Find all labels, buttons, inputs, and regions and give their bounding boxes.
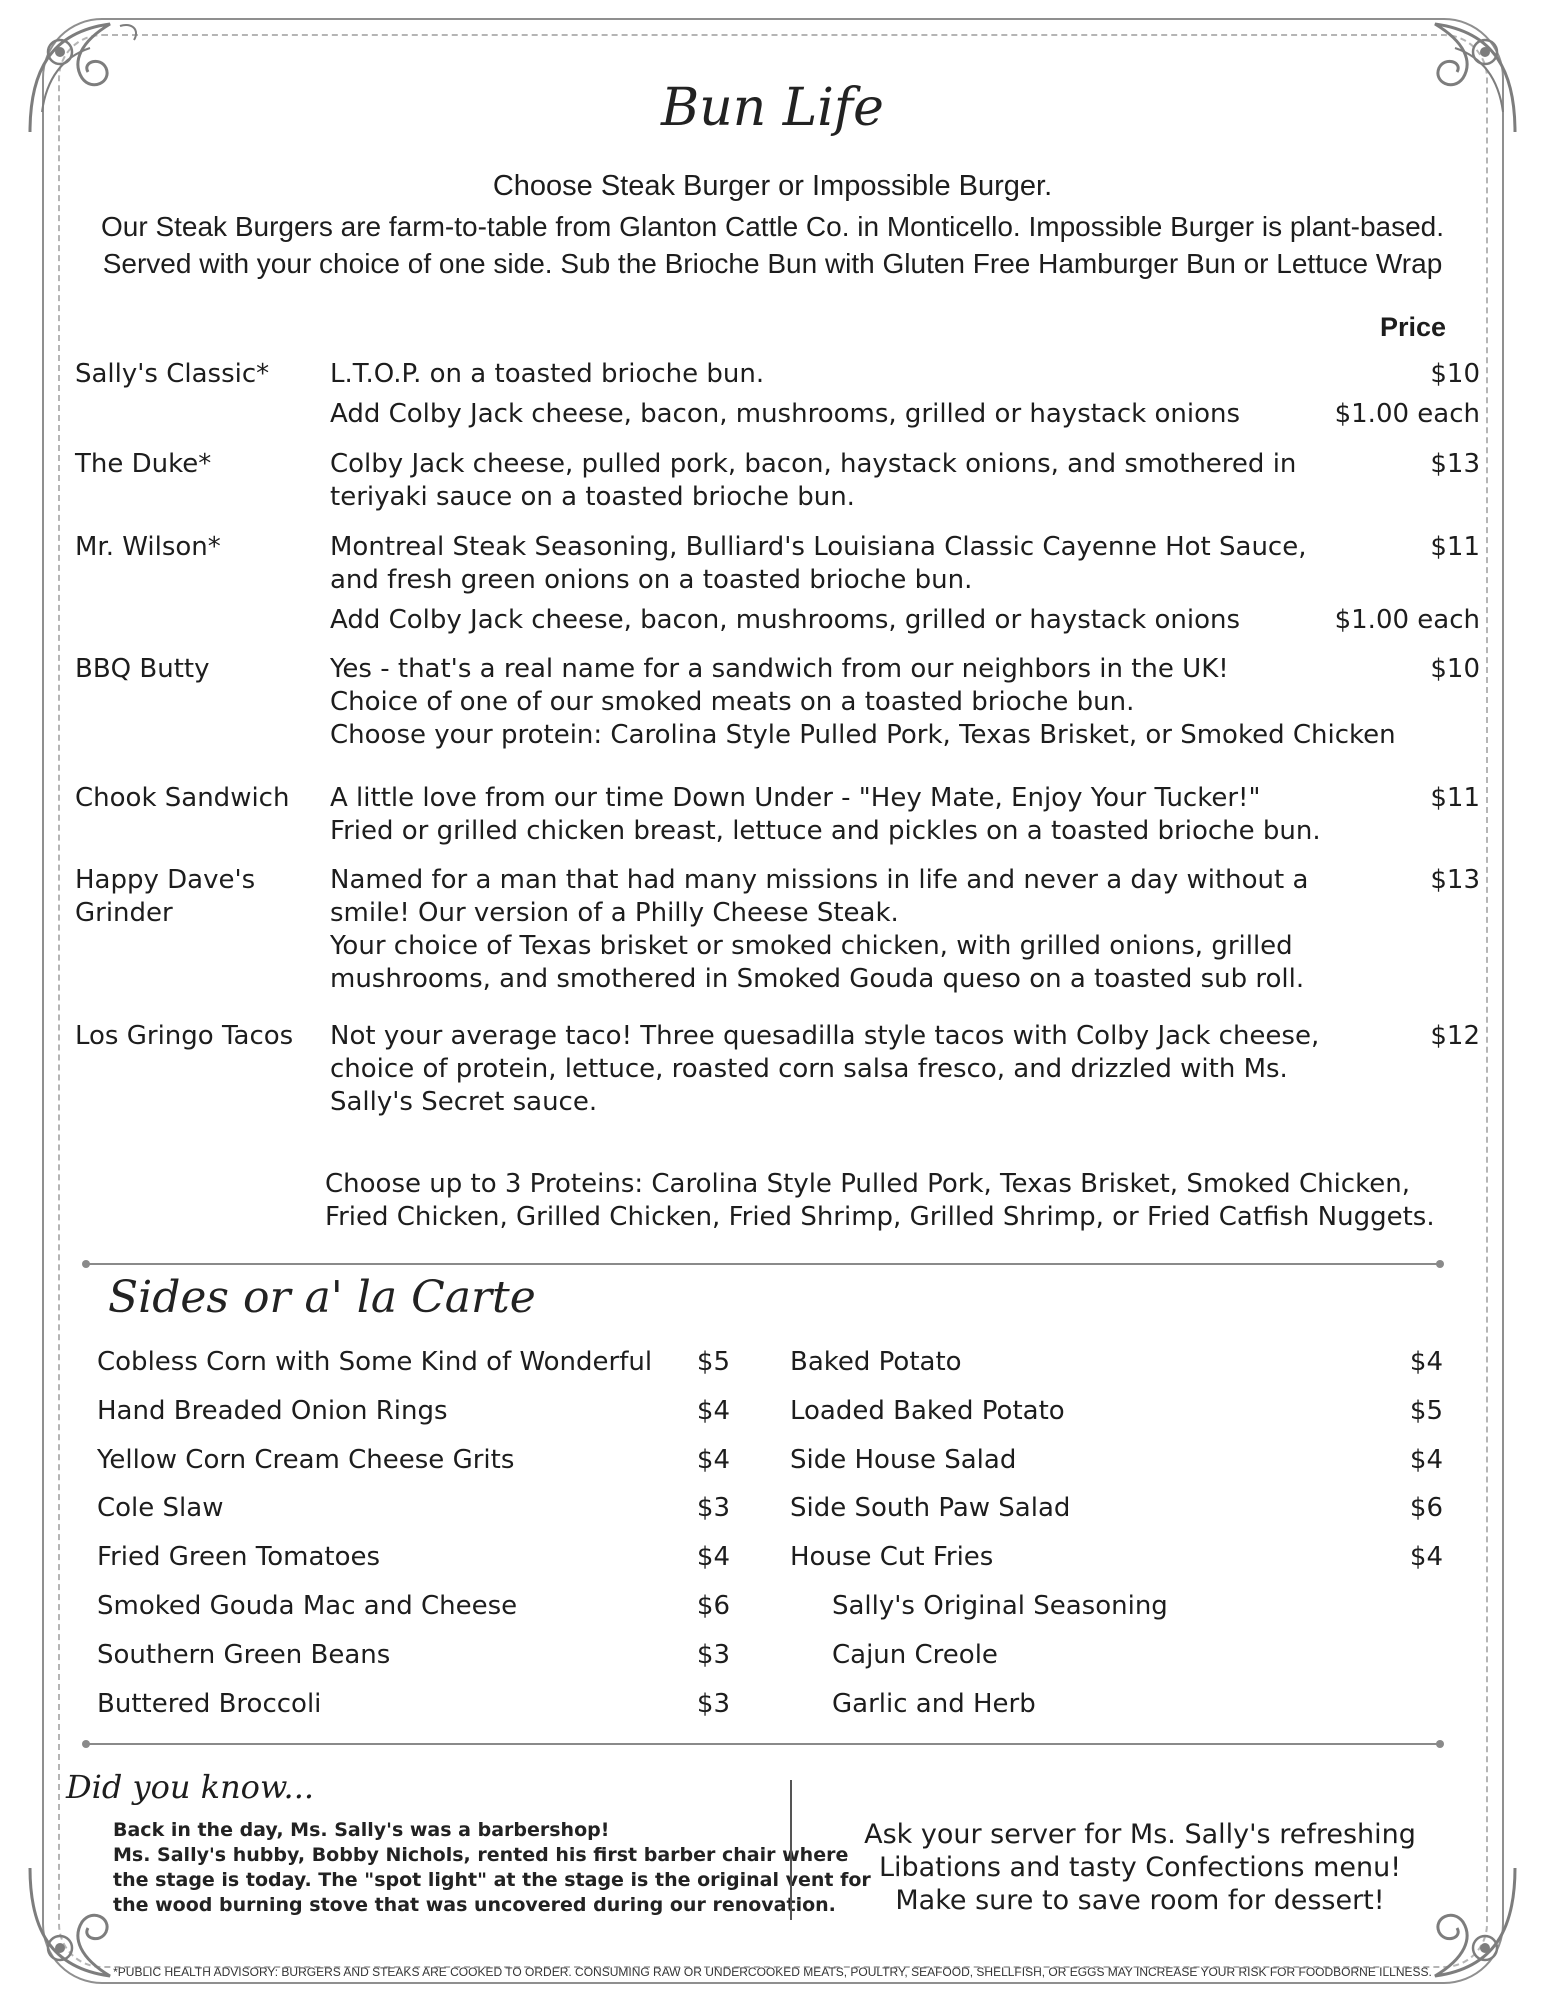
- menu-item-name: [75, 1020, 315, 1053]
- menu-item-description-line: Sally's Secret sauce.: [330, 1087, 598, 1117]
- menu-item-name-line: Los Gringo Tacos: [75, 1021, 294, 1051]
- did-you-know-heading: Did you know...: [66, 1768, 315, 1806]
- addon-price: $1.00 each: [1334, 605, 1480, 635]
- menu-item-description: [330, 1020, 1340, 1119]
- side-item-price: $4: [696, 1542, 730, 1572]
- did-you-know-line: the stage is today. The "spot light" at the stage is the original vent for: [113, 1869, 871, 1891]
- intro-choose: Choose Steak Burger or Impossible Burger.: [492, 170, 1053, 202]
- side-item-price: $3: [696, 1640, 730, 1670]
- intro-line: Our Steak Burgers are farm-to-table from Glanton Cattle Co. in Monticello. Impossible Burger is plant-based.: [100, 211, 1445, 242]
- menu-item-description-line: Your choice of Texas brisket or smoked chicken, with grilled onions, grilled: [330, 931, 1293, 961]
- protein-choices: [325, 1168, 1475, 1234]
- footer-vertical-divider: [790, 1780, 792, 1920]
- side-item-name: Loaded Baked Potato: [790, 1396, 1065, 1426]
- side-item-name: Cajun Creole: [832, 1640, 998, 1670]
- side-item-name: Side South Paw Salad: [790, 1493, 1071, 1523]
- menu-item-description-line: Choice of one of our smoked meats on a toasted brioche bun.: [330, 687, 1135, 717]
- menu-item-name: [75, 864, 315, 930]
- ask-server-note: [820, 1818, 1460, 1917]
- addon-text: Add Colby Jack cheese, bacon, mushrooms, grilled or haystack onions: [330, 399, 1241, 429]
- side-item-price: $4: [696, 1445, 730, 1475]
- price-column-header: Price: [1380, 312, 1447, 342]
- health-advisory: *PUBLIC HEALTH ADVISORY: BURGERS AND STEAKS ARE COOKED TO ORDER. CONSUMING RAW OR UNDERCOOKED MEATS, POULTRY, SEAFOOD, SHELLFISH, OR EGGS MAY INCREASE YOUR RISK FOR FOODBORNE ILLNESS.: [113, 1965, 1432, 1979]
- side-item-price: $3: [696, 1493, 730, 1523]
- menu-item-name-line: BBQ Butty: [75, 654, 210, 684]
- side-item-name: Southern Green Beans: [97, 1640, 391, 1670]
- side-item-price: $6: [696, 1591, 730, 1621]
- menu-item-name-line: Happy Dave's: [75, 865, 256, 895]
- menu-item-description-line: Fried or grilled chicken breast, lettuce and pickles on a toasted brioche bun.: [330, 816, 1321, 846]
- menu-item-name-line: Mr. Wilson*: [75, 532, 221, 562]
- section-divider: [88, 1743, 1438, 1745]
- menu-item-description-line: choice of protein, lettuce, roasted corn salsa fresco, and drizzled with Ms.: [330, 1054, 1288, 1084]
- side-item-price: $6: [1409, 1493, 1443, 1523]
- page-frame-dashed: [58, 34, 1488, 1968]
- section-divider: [88, 1263, 1438, 1265]
- menu-item-description-line: Not your average taco! Three quesadilla style tacos with Colby Jack cheese,: [330, 1021, 1320, 1051]
- menu-item-description: [330, 653, 1396, 752]
- menu-item-description: [330, 358, 1340, 391]
- menu-item-description-line: and fresh green onions on a toasted brioche bun.: [330, 565, 973, 595]
- menu-item-name: [75, 358, 315, 391]
- side-item-name: Garlic and Herb: [832, 1689, 1036, 1719]
- side-item-price: $5: [1409, 1396, 1443, 1426]
- side-item-name: House Cut Fries: [790, 1542, 994, 1572]
- side-item-price: $4: [1409, 1542, 1443, 1572]
- page-title: Bun Life: [661, 78, 884, 138]
- menu-item-description-line: L.T.O.P. on a toasted brioche bun.: [330, 359, 765, 389]
- did-you-know-line: Back in the day, Ms. Sally's was a barbershop!: [113, 1819, 610, 1841]
- side-item-name: Buttered Broccoli: [97, 1689, 322, 1719]
- protein-line: Fried Chicken, Grilled Chicken, Fried Shrimp, Grilled Shrimp, or Fried Catfish Nuggets.: [325, 1202, 1435, 1232]
- side-item-name: Sally's Original Seasoning: [832, 1591, 1168, 1621]
- side-item-price: $4: [696, 1396, 730, 1426]
- side-item-name: Smoked Gouda Mac and Cheese: [97, 1591, 518, 1621]
- addon-text: Add Colby Jack cheese, bacon, mushrooms, grilled or haystack onions: [330, 605, 1241, 635]
- side-item-price: $5: [696, 1347, 730, 1377]
- menu-item-price: $13: [1430, 449, 1480, 479]
- menu-item-description-line: teriyaki sauce on a toasted brioche bun.: [330, 482, 855, 512]
- addon-price: $1.00 each: [1334, 399, 1480, 429]
- did-you-know-line: Ms. Sally's hubby, Bobby Nichols, rented his first barber chair where: [113, 1844, 849, 1866]
- menu-item-description-line: smile! Our version of a Philly Cheese Steak.: [330, 898, 899, 928]
- menu-item-description-line: A little love from our time Down Under - "Hey Mate, Enjoy Your Tucker!": [330, 783, 1261, 813]
- intro-line: Served with your choice of one side. Sub the Brioche Bun with Gluten Free Hamburger Bun or Lettuce Wrap: [102, 248, 1443, 279]
- side-item-name: Fried Green Tomatoes: [97, 1542, 381, 1572]
- menu-item-name-line: Grinder: [75, 898, 173, 928]
- side-item-name: Side House Salad: [790, 1445, 1017, 1475]
- side-item-name: Yellow Corn Cream Cheese Grits: [97, 1445, 515, 1475]
- menu-item-name-line: Chook Sandwich: [75, 783, 290, 813]
- intro-details: [60, 208, 1485, 282]
- menu-item-description-line: Yes - that's a real name for a sandwich from our neighbors in the UK!: [330, 654, 1229, 684]
- menu-item-name: [75, 531, 315, 564]
- menu-item-name-line: The Duke*: [75, 449, 212, 479]
- side-item-price: $4: [1409, 1347, 1443, 1377]
- menu-item-description-line: Choose your protein: Carolina Style Pulled Pork, Texas Brisket, or Smoked Chicken: [330, 720, 1396, 750]
- side-item-name: Baked Potato: [790, 1347, 962, 1377]
- menu-item-price: $11: [1430, 532, 1480, 562]
- menu-item-description-line: Named for a man that had many missions in life and never a day without a: [330, 865, 1309, 895]
- menu-item-description: [330, 448, 1340, 514]
- side-item-name: Cobless Corn with Some Kind of Wonderful: [97, 1347, 653, 1377]
- menu-item-description-line: Colby Jack cheese, pulled pork, bacon, haystack onions, and smothered in: [330, 449, 1297, 479]
- side-item-name: Hand Breaded Onion Rings: [97, 1396, 448, 1426]
- menu-item-name: [75, 448, 315, 481]
- menu-item-description: [330, 782, 1340, 848]
- protein-line: Choose up to 3 Proteins: Carolina Style Pulled Pork, Texas Brisket, Smoked Chicken,: [325, 1169, 1410, 1199]
- menu-item-name: [75, 653, 315, 686]
- ask-server-line: Ask your server for Ms. Sally's refreshing: [864, 1819, 1416, 1850]
- menu-item-price: $12: [1430, 1021, 1480, 1051]
- side-item-price: $3: [696, 1689, 730, 1719]
- did-you-know-line: the wood burning stove that was uncovered during our renovation.: [113, 1894, 836, 1916]
- menu-item-name: [75, 782, 315, 815]
- menu-item-description-line: Montreal Steak Seasoning, Bulliard's Louisiana Classic Cayenne Hot Sauce,: [330, 532, 1307, 562]
- ask-server-line: Make sure to save room for dessert!: [895, 1885, 1385, 1916]
- ask-server-line: Libations and tasty Confections menu!: [878, 1852, 1402, 1883]
- did-you-know-text: [113, 1818, 871, 1918]
- menu-item-description: [330, 531, 1340, 597]
- menu-item-name-line: Sally's Classic*: [75, 359, 270, 389]
- side-item-price: $4: [1409, 1445, 1443, 1475]
- menu-item-price: $10: [1430, 359, 1480, 389]
- menu-item-price: $11: [1430, 783, 1480, 813]
- sides-title: Sides or a' la Carte: [108, 1272, 536, 1323]
- menu-item-price: $10: [1430, 654, 1480, 684]
- menu-item-description-line: mushrooms, and smothered in Smoked Gouda queso on a toasted sub roll.: [330, 964, 1305, 994]
- menu-item-description: [330, 864, 1340, 996]
- side-item-name: Cole Slaw: [97, 1493, 224, 1523]
- menu-item-price: $13: [1430, 865, 1480, 895]
